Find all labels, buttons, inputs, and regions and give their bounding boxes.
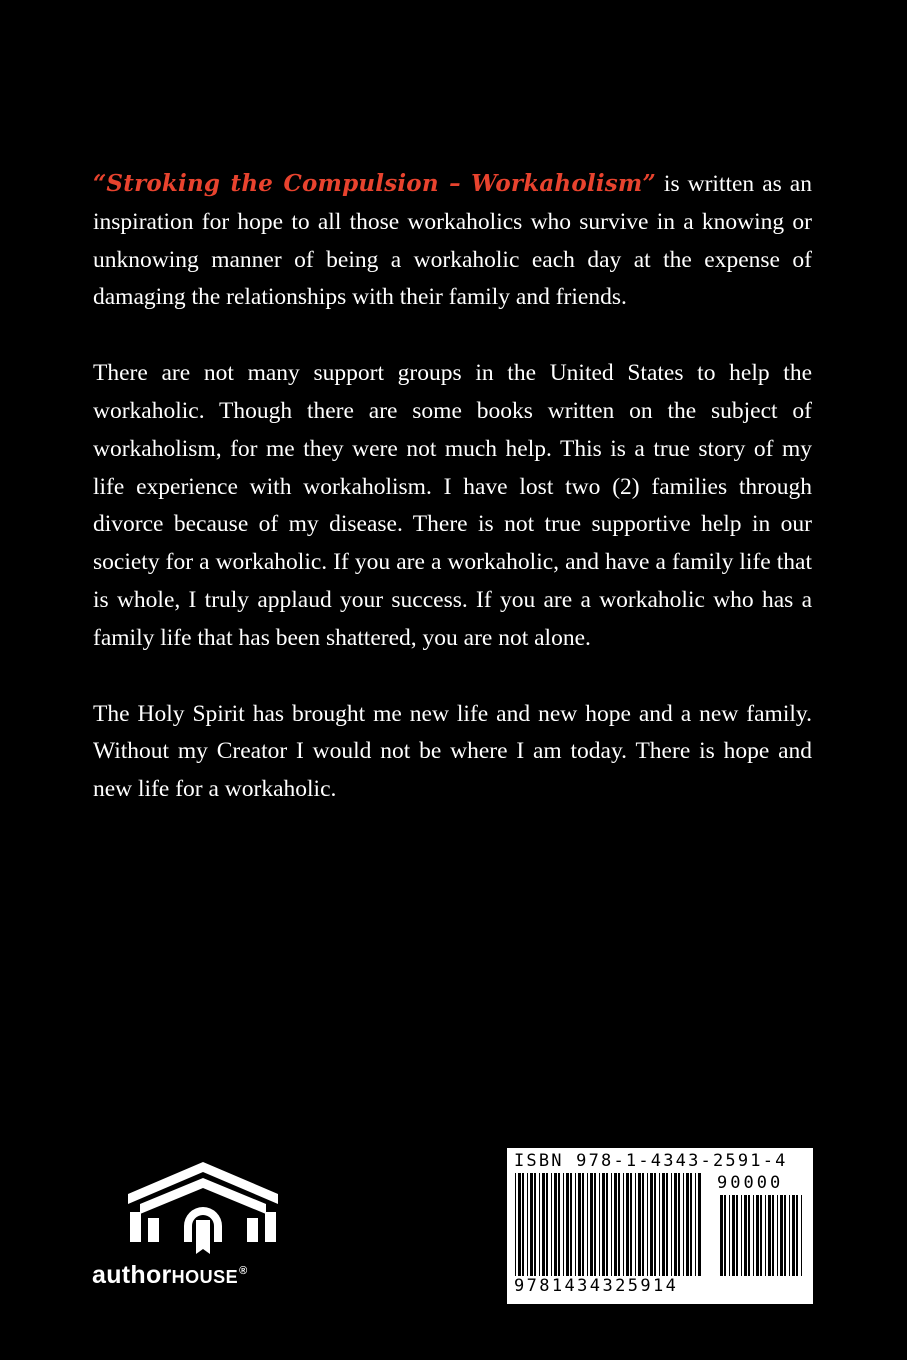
barcode-bar [515,1173,516,1276]
barcode-bar [606,1173,608,1276]
barcode-bar [650,1173,653,1276]
barcode-bar [732,1195,735,1276]
barcode-bar [792,1195,795,1276]
barcode-bar [614,1173,617,1276]
barcode-bar [611,1173,612,1276]
barcode-bar [638,1173,641,1276]
barcode-bar [662,1173,665,1276]
barcode-bar [558,1173,560,1276]
barcode-bar [626,1173,629,1276]
barcode-bar [671,1173,672,1276]
barcode-bar [674,1173,677,1276]
barcode-bar [796,1195,798,1276]
barcode-bar [570,1173,572,1276]
barcode-bar [753,1195,754,1276]
barcode-bar [772,1195,774,1276]
barcode-bar [777,1195,778,1276]
barcode-bar [683,1173,684,1276]
publisher-name [92,1261,248,1290]
isbn-barcode [507,1148,813,1304]
barcode-bar [748,1195,750,1276]
authorhouse-house-icon [128,1160,278,1260]
barcode-bar [623,1173,624,1276]
barcode-bar [630,1173,632,1276]
barcode-bar [522,1173,524,1276]
barcode-bar [575,1173,576,1276]
barcode-bar [784,1195,786,1276]
barcode-bar [698,1173,701,1276]
publisher-name-upper: HOUSE [171,1267,239,1287]
barcode-bar [801,1195,802,1276]
barcode-bar [756,1195,759,1276]
barcode-bar [530,1173,533,1276]
barcode-bar [539,1173,540,1276]
barcode-bar [599,1173,600,1276]
registered-mark: ® [239,1264,248,1277]
barcode-bar [744,1195,747,1276]
barcode-bar [582,1173,584,1276]
publisher-name-lower: author [92,1261,172,1289]
barcode-bar [768,1195,771,1276]
barcode-bar [551,1173,552,1276]
price-code: 90000 [717,1173,784,1193]
barcode-bar [695,1173,696,1276]
barcode-bar [618,1173,620,1276]
barcode-bar [729,1195,730,1276]
barcode-bar [546,1173,548,1276]
barcode-bar [741,1195,742,1276]
barcode-bar [635,1173,636,1276]
barcode-bar [647,1173,648,1276]
barcode-bar [690,1173,692,1276]
back-cover-blurb [93,165,812,847]
barcode-bar [590,1173,593,1276]
barcode-bar [780,1195,783,1276]
barcode-bar [602,1173,605,1276]
barcode-bar [578,1173,581,1276]
blurb-paragraph-2: There are not many support groups in the United States to help the workaholic. Though there are some books written on the subject of workaholism, for me they were not much help. This is a true story of my life experience with workaholism. I have lost two (2) families through divorce because of my disease. There is not true supportive help in our society for a workaholic. If you are a workaholic, and have a family life that is whole, I truly applaud your success. If you are a workaholic who has a family life that has been shattered, you are not alone. [93,360,812,651]
barcode-bar [534,1173,536,1276]
barcode-bar [518,1173,521,1276]
barcode-bar [594,1173,596,1276]
barcode-bar [587,1173,588,1276]
barcode-bar [720,1195,723,1276]
isbn-number: ISBN 978-1-4343-2591-4 [514,1151,788,1171]
book-title-quote: “Stroking the Compulsion – Workaholism” [93,170,656,197]
barcode-bar [678,1173,680,1276]
ean-digits: 9781434325914 [514,1276,679,1296]
barcode-bar [760,1195,762,1276]
barcode-bar [563,1173,564,1276]
barcode-bar [566,1173,569,1276]
ean-barcode-bars [515,1173,701,1276]
barcode-bar [527,1173,528,1276]
barcode-bar [654,1173,656,1276]
barcode-bar [724,1195,726,1276]
barcode-bar [666,1173,668,1276]
barcode-bar [659,1173,660,1276]
blurb-paragraph-1-text: is written as an inspiration for hope to all those workaholics who survive in a knowing or unknowing manner of being a workaholic each day at the expense of damaging the relationships with their family and friends. [93,171,812,311]
barcode-bar [736,1195,738,1276]
publisher-logo [92,1160,302,1300]
price-barcode-bars [720,1195,806,1276]
barcode-bar [554,1173,557,1276]
barcode-bar [686,1173,689,1276]
blurb-paragraph-1 [93,165,812,317]
blurb-paragraph-3: The Holy Spirit has brought me new life and new hope and a new family. Without my Creator I would not be where I am today. There is hope and new life for a workaholic. [93,700,812,803]
barcode-bar [789,1195,790,1276]
barcode-bar [765,1195,766,1276]
barcode-bar [542,1173,545,1276]
barcode-bar [642,1173,644,1276]
